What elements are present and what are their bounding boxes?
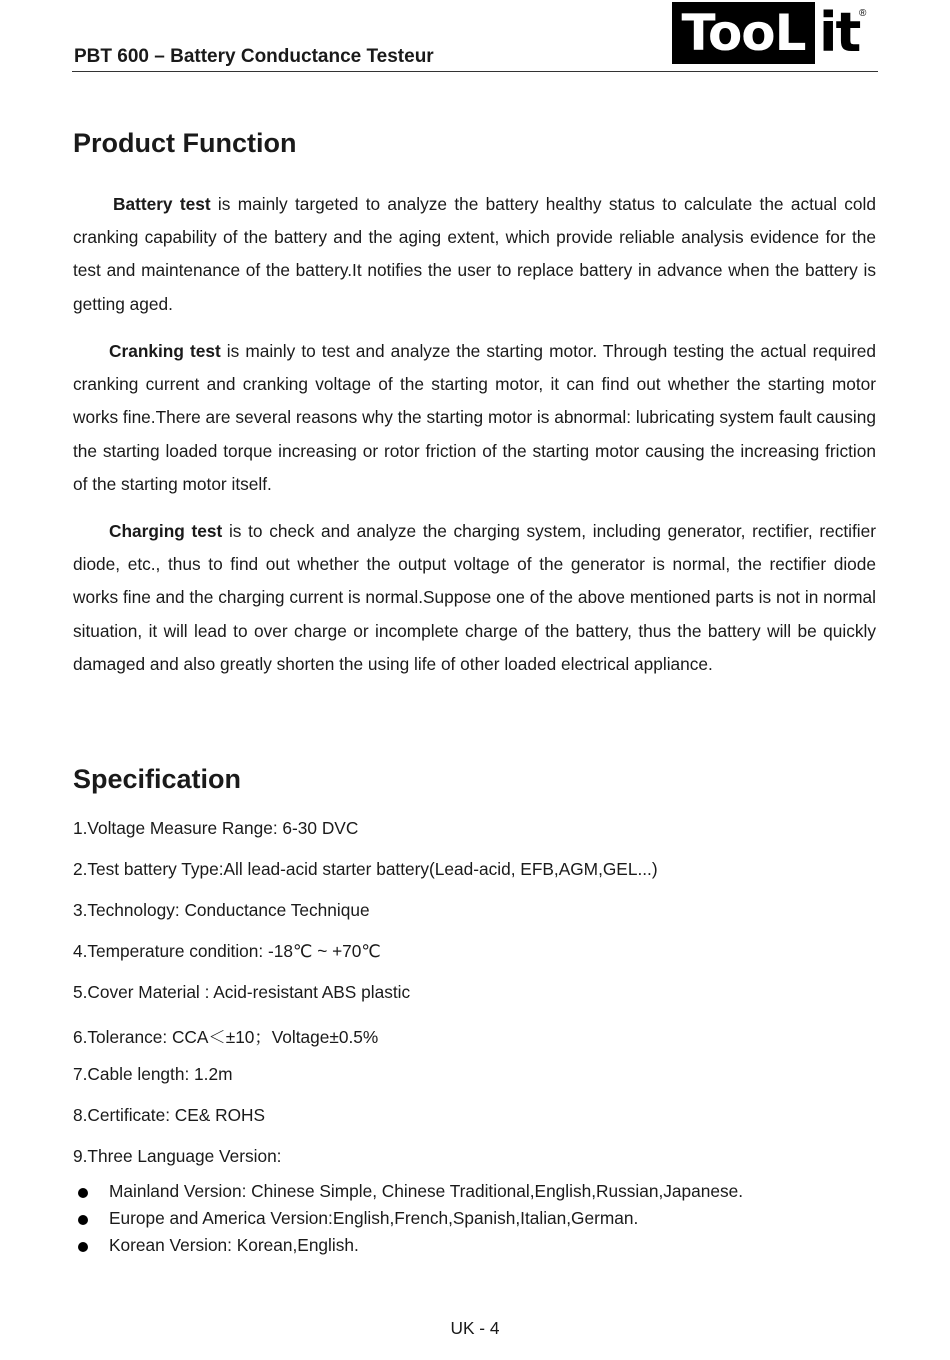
page-header [72,0,878,72]
toolit-logo [672,2,870,66]
spec-item: 2.Test battery Type:All lead-acid starter battery(Lead-acid, EFB,AGM,GEL...) [73,859,658,879]
spec-item: 9.Three Language Version: [73,1146,282,1166]
cranking-test-paragraph [73,335,876,501]
spec-item: 5.Cover Material : Acid-resistant ABS plastic [73,982,411,1002]
battery-test-text: is mainly targeted to analyze the battery healthy status to calculate the actual cold cranking capability of the battery and the aging extent, which provide reliable analysis evidence for the test and maintenance of the battery.It notifies the user to replace battery in advance when the battery is getting aged. [73,194,876,314]
bullet-dot-icon [78,1242,88,1252]
battery-test-paragraph [73,188,876,321]
charging-test-lead: Charging test [109,521,223,541]
bullet-dot-icon [78,1215,88,1225]
product-function-heading: Product Function [73,128,297,158]
charging-test-paragraph [73,515,876,681]
spec-item: 3.Technology: Conductance Technique [73,900,370,920]
registered-mark: ® [859,8,867,19]
cranking-test-text: is mainly to test and analyze the starting motor. Through testing the actual required cranking current and cranking voltage of the starting motor, it can find out whether the starting motor works fine.There are several reasons why the starting motor is abnormal: lubricating system fault causing the starting loaded torque increasing or rotor friction of the starting motor causing the increasing friction of the starting motor itself. [73,341,876,494]
spec-item: 7.Cable length: 1.2m [73,1064,233,1084]
document-title: PBT 600 – Battery Conductance Testeur [74,46,434,67]
charging-test-text: is to check and analyze the charging system, including generator, rectifier, rectifier diode, etc., thus to find out whether the output voltage of the generator is normal, the rectifier diode works fine and the charging current is normal.Suppose one of the above mentioned parts is not in normal situation, it will lead to over charge or incomplete charge of the battery, thus the battery will be quickly damaged and also greatly shorten the using life of other loaded electrical appliance. [73,521,876,674]
spec-item: 8.Certificate: CE& ROHS [73,1105,266,1125]
logo-box-text: TooL [672,2,815,64]
logo-it-text: it [819,1,860,64]
cranking-test-lead: Cranking test [109,341,221,361]
battery-test-lead: Battery test [113,194,211,214]
spec-item: 6.Tolerance: CCA＜±10；Voltage±0.5% [73,1027,379,1047]
specification-heading: Specification [73,764,242,794]
bullet-text: Mainland Version: Chinese Simple, Chinese Traditional,English,Russian,Japanese. [109,1181,744,1201]
spec-item: 4.Temperature condition: -18℃ ~ +70℃ [73,941,381,961]
page-number: UK - 4 [450,1318,500,1338]
bullet-text: Europe and America Version:English,French,Spanish,Italian,German. [109,1208,639,1228]
bullet-text: Korean Version: Korean,English. [109,1235,359,1255]
bullet-dot-icon [78,1188,88,1198]
spec-item: 1.Voltage Measure Range: 6-30 DVC [73,818,359,838]
